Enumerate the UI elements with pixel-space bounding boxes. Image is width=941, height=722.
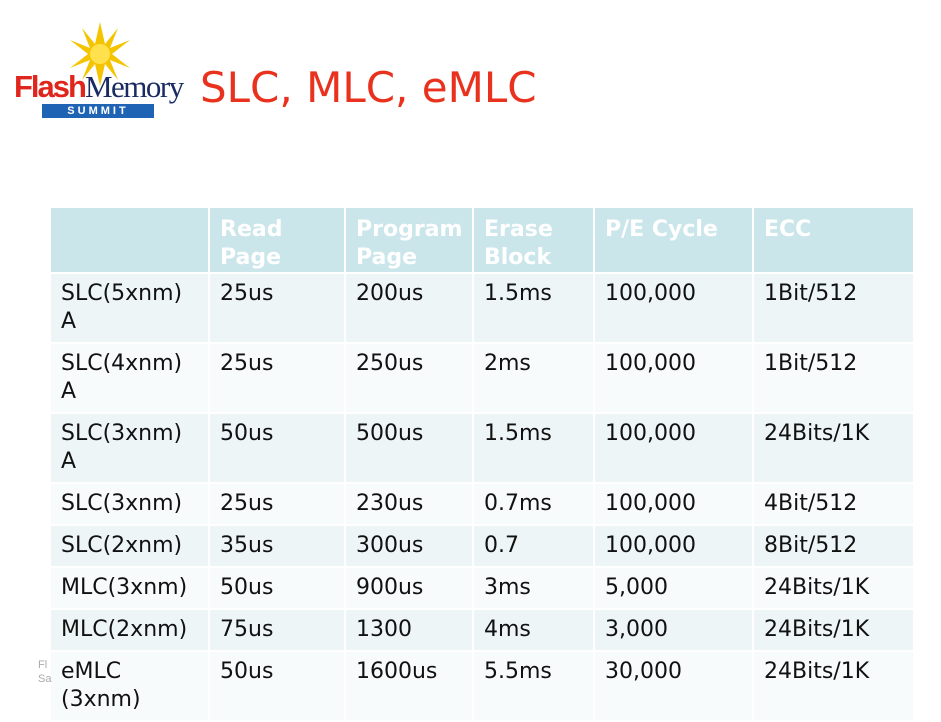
table-cell: 2ms <box>473 343 594 413</box>
table-cell: 0.7 <box>473 525 594 567</box>
table-cell: 1300 <box>345 609 473 651</box>
table-cell: 1Bit/512 <box>753 273 914 343</box>
table-cell: 30,000 <box>594 651 753 721</box>
spec-table-header <box>50 207 914 273</box>
table-cell: 900us <box>345 567 473 609</box>
header-cell: Program Page <box>345 207 473 273</box>
table-cell: 250us <box>345 343 473 413</box>
table-cell: 25us <box>209 483 345 525</box>
table-cell: 1.5ms <box>473 413 594 483</box>
table-cell: 5.5ms <box>473 651 594 721</box>
table-cell: 50us <box>209 567 345 609</box>
table-cell: 1.5ms <box>473 273 594 343</box>
row-label-cell: eMLC (3xnm) <box>50 651 209 721</box>
footer-line-2: Sa <box>38 673 52 685</box>
logo-band-summit: SUMMIT <box>42 104 154 118</box>
table-row <box>50 273 914 343</box>
logo-word-flash: Flash <box>14 69 85 104</box>
header-cell: Erase Block <box>473 207 594 273</box>
table-cell: 75us <box>209 609 345 651</box>
table-cell: 1600us <box>345 651 473 721</box>
table-cell: 8Bit/512 <box>753 525 914 567</box>
header-cell: ECC <box>753 207 914 273</box>
table-cell: 500us <box>345 413 473 483</box>
table-cell: 4ms <box>473 609 594 651</box>
table-row <box>50 525 914 567</box>
table-row <box>50 343 914 413</box>
spec-table <box>49 206 915 722</box>
table-cell: 50us <box>209 651 345 721</box>
footer-text <box>38 658 51 686</box>
table-cell: 50us <box>209 413 345 483</box>
table-cell: 25us <box>209 273 345 343</box>
table-cell: 35us <box>209 525 345 567</box>
header-row <box>50 207 914 273</box>
table-cell: 100,000 <box>594 273 753 343</box>
table-cell: 200us <box>345 273 473 343</box>
table-row <box>50 483 914 525</box>
table-cell: 24Bits/1K <box>753 651 914 721</box>
table-cell: 0.7ms <box>473 483 594 525</box>
row-label-cell: SLC(5xnm) A <box>50 273 209 343</box>
slide-title: SLC, MLC, eMLC <box>200 63 537 112</box>
row-label-cell: SLC(3xnm) A <box>50 413 209 483</box>
table-row <box>50 651 914 721</box>
table-row <box>50 413 914 483</box>
header-cell: P/E Cycle <box>594 207 753 273</box>
header-cell: Read Page <box>209 207 345 273</box>
flash-memory-summit-logo <box>12 22 183 122</box>
logo-word-memory: Memory <box>84 69 183 104</box>
table-cell: 1Bit/512 <box>753 343 914 413</box>
table-cell: 100,000 <box>594 525 753 567</box>
row-label-cell: SLC(2xnm) <box>50 525 209 567</box>
footer-line-1: Fl <box>38 659 48 671</box>
row-label-cell: SLC(4xnm) A <box>50 343 209 413</box>
table-cell: 24Bits/1K <box>753 609 914 651</box>
header-cell-empty <box>50 207 209 273</box>
table-cell: 100,000 <box>594 483 753 525</box>
table-cell: 5,000 <box>594 567 753 609</box>
table-cell: 230us <box>345 483 473 525</box>
table-cell: 4Bit/512 <box>753 483 914 525</box>
row-label-cell: SLC(3xnm) <box>50 483 209 525</box>
row-label-cell: MLC(2xnm) <box>50 609 209 651</box>
table-cell: 100,000 <box>594 413 753 483</box>
table-row <box>50 609 914 651</box>
logo-wordmark <box>14 70 183 104</box>
table-cell: 3ms <box>473 567 594 609</box>
row-label-cell: MLC(3xnm) <box>50 567 209 609</box>
table-cell: 300us <box>345 525 473 567</box>
table-cell: 3,000 <box>594 609 753 651</box>
table-cell: 25us <box>209 343 345 413</box>
table-cell: 100,000 <box>594 343 753 413</box>
table-cell: 24Bits/1K <box>753 567 914 609</box>
spec-table-body <box>50 273 914 721</box>
table-cell: 24Bits/1K <box>753 413 914 483</box>
table-row <box>50 567 914 609</box>
